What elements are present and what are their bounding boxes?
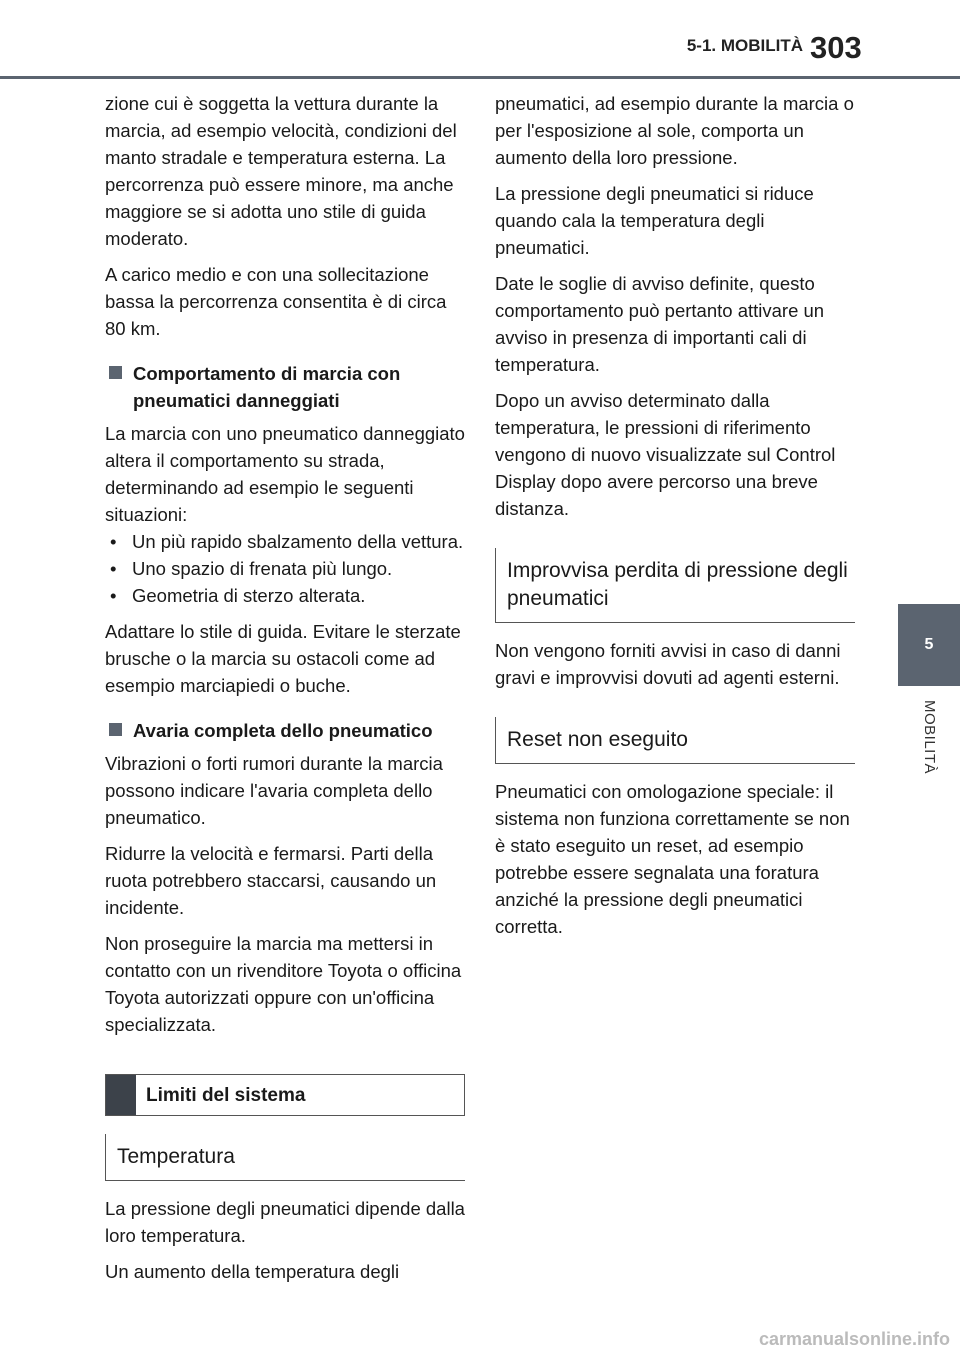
- square-bullet-icon: [109, 366, 122, 379]
- paragraph: Vibrazioni o forti rumori durante la marcia possono indicare l'avaria completa dello pneumatico.: [105, 753, 443, 828]
- subheading-text: Avaria completa dello pneumatico: [133, 720, 433, 741]
- chapter-side-label-text: MOBILITÀ: [921, 700, 938, 775]
- section-box-title: Limiti del sistema: [146, 1084, 306, 1106]
- paragraph: zione cui è soggetta la vettura durante la marcia, ad esempio velocità, condizioni del manto stradale e temperatura esterna. La percorrenza può essere minore, ma anche maggiore se si adotta uno stile di guida moderato.: [105, 93, 457, 249]
- paragraph: Pneumatici con omologazione speciale: il sistema non funziona correttamente se non è stato eseguito un reset, ad esempio potrebbe essere segnalata una foratura anziché la pressione degli pneumatici corretta.: [495, 781, 850, 937]
- heading-sudden-pressure-loss: Improvvisa perdita di pressione degli pneumatici: [495, 548, 855, 623]
- paragraph: pneumatici, ad esempio durante la marcia o per l'esposizione al sole, comporta un aumento della loro pressione.: [495, 93, 854, 168]
- paragraph: Un aumento della temperatura degli: [105, 1261, 400, 1282]
- heading-reset-not-done: Reset non eseguito: [495, 717, 855, 764]
- header-rule: [0, 76, 960, 79]
- list-item: • Uno spazio di frenata più lungo.: [105, 555, 465, 582]
- left-column: [105, 90, 465, 1294]
- paragraph: Dopo un avviso determinato dalla temperatura, le pressioni di riferimento vengono di nuovo visualizzate sul Control Display dopo avere percorso una breve distanza.: [495, 390, 836, 519]
- right-column: [495, 90, 855, 949]
- chapter-tab: 5: [898, 604, 960, 686]
- paragraph: Ridurre la velocità e fermarsi. Parti della ruota potrebbero staccarsi, causando un incidente.: [105, 843, 437, 918]
- section-box-heading: [105, 1074, 465, 1116]
- paragraph: Non vengono forniti avvisi in caso di danni gravi e improvvisi dovuti ad agenti esterni.: [495, 640, 841, 688]
- watermark-site: carmanualsonline.info: [758, 1329, 950, 1349]
- list-item: • Un più rapido sbalzamento della vettura.: [105, 528, 465, 555]
- header-section-title: 5-1. MOBILITÀ: [686, 36, 803, 55]
- list-item: • Geometria di sterzo alterata.: [105, 582, 465, 609]
- subheading-text: Comportamento di marcia con pneumatici danneggiati: [133, 363, 401, 411]
- paragraph: A carico medio e con una sollecitazione bassa la percorrenza consentita è di circa 80 km.: [105, 264, 447, 339]
- paragraph: La pressione degli pneumatici si riduce quando cala la temperatura degli pneumatici.: [495, 183, 814, 258]
- subheading-tire-failure: [105, 717, 465, 744]
- chapter-side-label: [878, 700, 960, 800]
- subheading-damaged-tires: [105, 360, 465, 414]
- square-bullet-icon: [109, 723, 122, 736]
- paragraph: La marcia con uno pneumatico danneggiato altera il comportamento su strada, determinando ad esempio le seguenti situazioni:: [105, 423, 465, 525]
- page-number: 303: [810, 30, 862, 65]
- heading-temperature: Temperatura: [105, 1134, 465, 1181]
- paragraph: Non proseguire la marcia ma mettersi in contatto con un rivenditore Toyota o officina Toyota autorizzati oppure con un'officina specializzata.: [105, 933, 462, 1035]
- heading-bar: [106, 1075, 136, 1115]
- paragraph: La pressione degli pneumatici dipende dalla loro temperatura.: [105, 1198, 465, 1246]
- bullet-list: [105, 528, 465, 609]
- paragraph: Adattare lo stile di guida. Evitare le sterzate brusche o la marcia su ostacoli come ad esempio marciapiedi o buche.: [105, 621, 461, 696]
- paragraph: Date le soglie di avviso definite, questo comportamento può pertanto attivare un avviso in presenza di importanti cali di temperatura.: [495, 273, 825, 375]
